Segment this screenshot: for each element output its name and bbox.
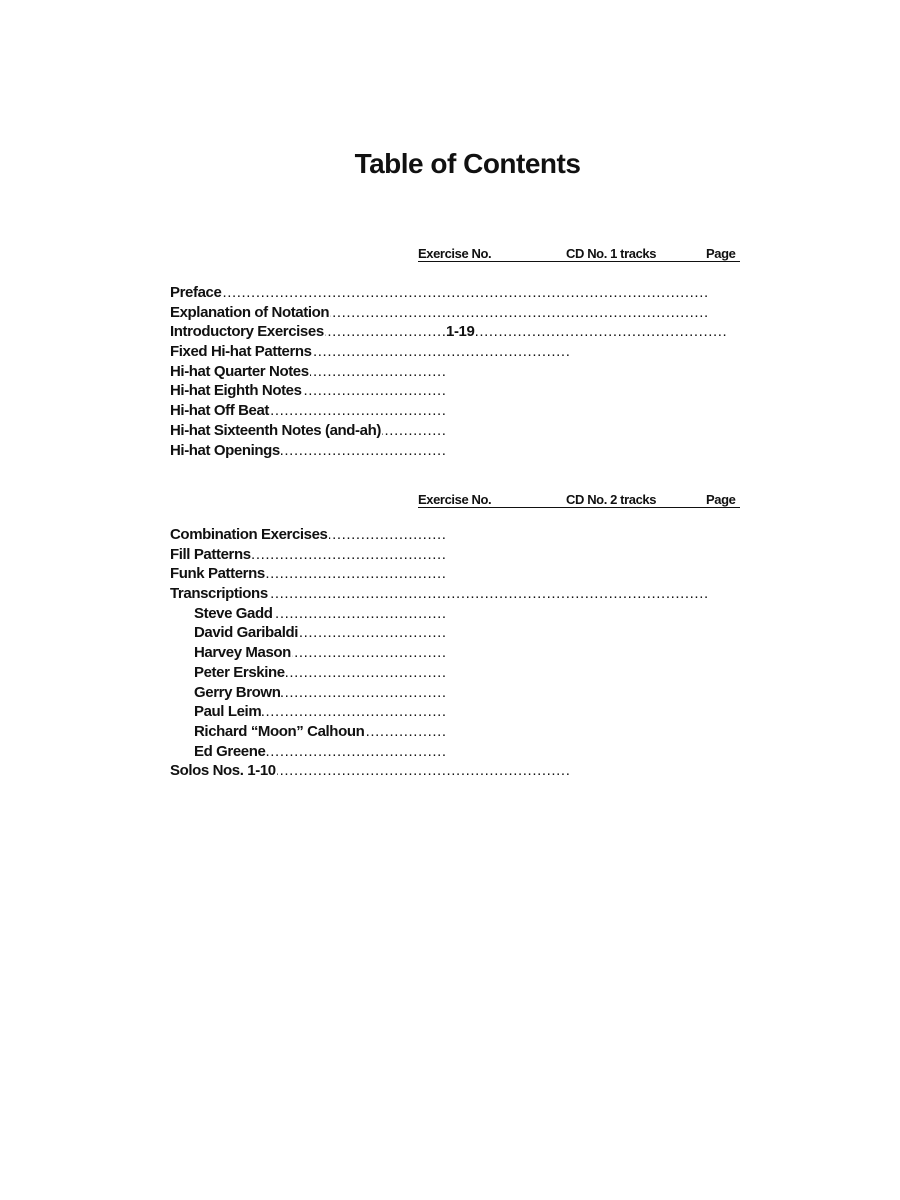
entry-title: Paul Leim	[194, 703, 262, 721]
toc-row	[0, 604, 900, 624]
column-headers-1	[0, 246, 900, 266]
entry-title: Ed Greene	[194, 742, 266, 760]
entry-title: Funk Patterns	[170, 565, 265, 583]
entry-title: Transcriptions	[170, 585, 268, 603]
toc-row	[0, 702, 900, 722]
toc-row	[0, 441, 900, 461]
entry-title: David Garibaldi	[194, 624, 299, 642]
entry-title-cell	[170, 303, 710, 323]
entry-title-cell	[170, 283, 710, 303]
header-cd-tracks: CD No. 2 tracks	[566, 492, 657, 507]
toc-row	[0, 584, 900, 604]
entry-title: Combination Exercises	[170, 526, 328, 543]
entry-title: Preface	[170, 284, 222, 301]
entry-title-cell	[194, 663, 446, 683]
entry-title: Hi-hat Openings	[170, 441, 280, 459]
toc-row	[0, 545, 900, 565]
header-cd-tracks: CD No. 1 tracks	[566, 246, 657, 261]
entry-title-cell	[170, 362, 446, 382]
entry-title-cell	[170, 441, 446, 461]
entry-title-cell	[170, 564, 446, 584]
entry-title-cell	[194, 643, 446, 663]
toc-row	[0, 362, 900, 382]
toc-row	[0, 761, 900, 781]
toc-section-2	[0, 525, 900, 781]
entry-title: Hi-hat Off Beat	[170, 402, 270, 420]
entry-title: Fixed Hi-hat Patterns	[170, 343, 312, 361]
entry-title: Solos Nos. 1-10	[170, 762, 276, 780]
entry-title: Harvey Mason	[194, 644, 291, 662]
toc-row	[0, 283, 900, 303]
entry-title-cell	[194, 722, 446, 742]
entry-title: Hi-hat Sixteenth Notes (and-ah)	[170, 421, 381, 439]
entry-title: Steve Gadd	[194, 604, 273, 622]
toc-row	[0, 381, 900, 401]
entry-title-cell	[194, 702, 446, 722]
entry-title: Richard “Moon” Calhoun	[194, 722, 365, 740]
entry-title: Hi-hat Quarter Notes	[170, 362, 309, 380]
entry-title-cell	[170, 342, 570, 362]
entry-title-cell	[194, 742, 446, 762]
entry-title: Fill Patterns	[170, 545, 251, 563]
toc-row	[0, 722, 900, 742]
entry-title: Peter Erskine	[194, 663, 285, 681]
toc-section-1	[0, 283, 900, 460]
exercise-range: 1-19	[446, 323, 475, 341]
header-exercise: Exercise No.	[418, 246, 492, 261]
entry-title-cell	[170, 401, 446, 421]
toc-row	[0, 683, 900, 703]
page-title: Table of Contents	[354, 148, 581, 179]
header-underline	[418, 261, 740, 262]
toc-row	[0, 342, 900, 362]
entry-title-cell	[170, 584, 710, 604]
toc-row	[0, 421, 900, 441]
header-page: Page	[706, 492, 736, 507]
toc-row	[0, 663, 900, 683]
entry-title: Hi-hat Eighth Notes	[170, 382, 302, 400]
header-exercise: Exercise No.	[418, 492, 492, 507]
toc-row	[0, 525, 900, 545]
entry-title-cell	[170, 545, 446, 565]
header-underline	[418, 507, 740, 508]
entry-title: Gerry Brown	[194, 683, 281, 701]
toc-row	[0, 643, 900, 663]
entry-title-cell	[194, 623, 446, 643]
header-page: Page	[706, 246, 736, 261]
entry-title-cell	[170, 381, 446, 401]
toc-row	[0, 401, 900, 421]
toc-row	[0, 742, 900, 762]
exercise-range-cell	[446, 322, 728, 342]
column-headers-2	[0, 492, 900, 512]
toc-row	[0, 564, 900, 584]
entry-title-cell	[194, 683, 446, 703]
entry-title-cell	[170, 421, 446, 441]
toc-row	[0, 303, 900, 323]
entry-title-cell	[194, 604, 446, 624]
entry-title: Explanation of Notation	[170, 303, 330, 321]
toc-row	[0, 623, 900, 643]
entry-title-cell	[170, 525, 446, 545]
entry-title: Introductory Exercises	[170, 323, 324, 341]
entry-title-cell	[170, 761, 570, 781]
entry-title-cell	[170, 322, 446, 342]
toc-row	[0, 322, 900, 342]
